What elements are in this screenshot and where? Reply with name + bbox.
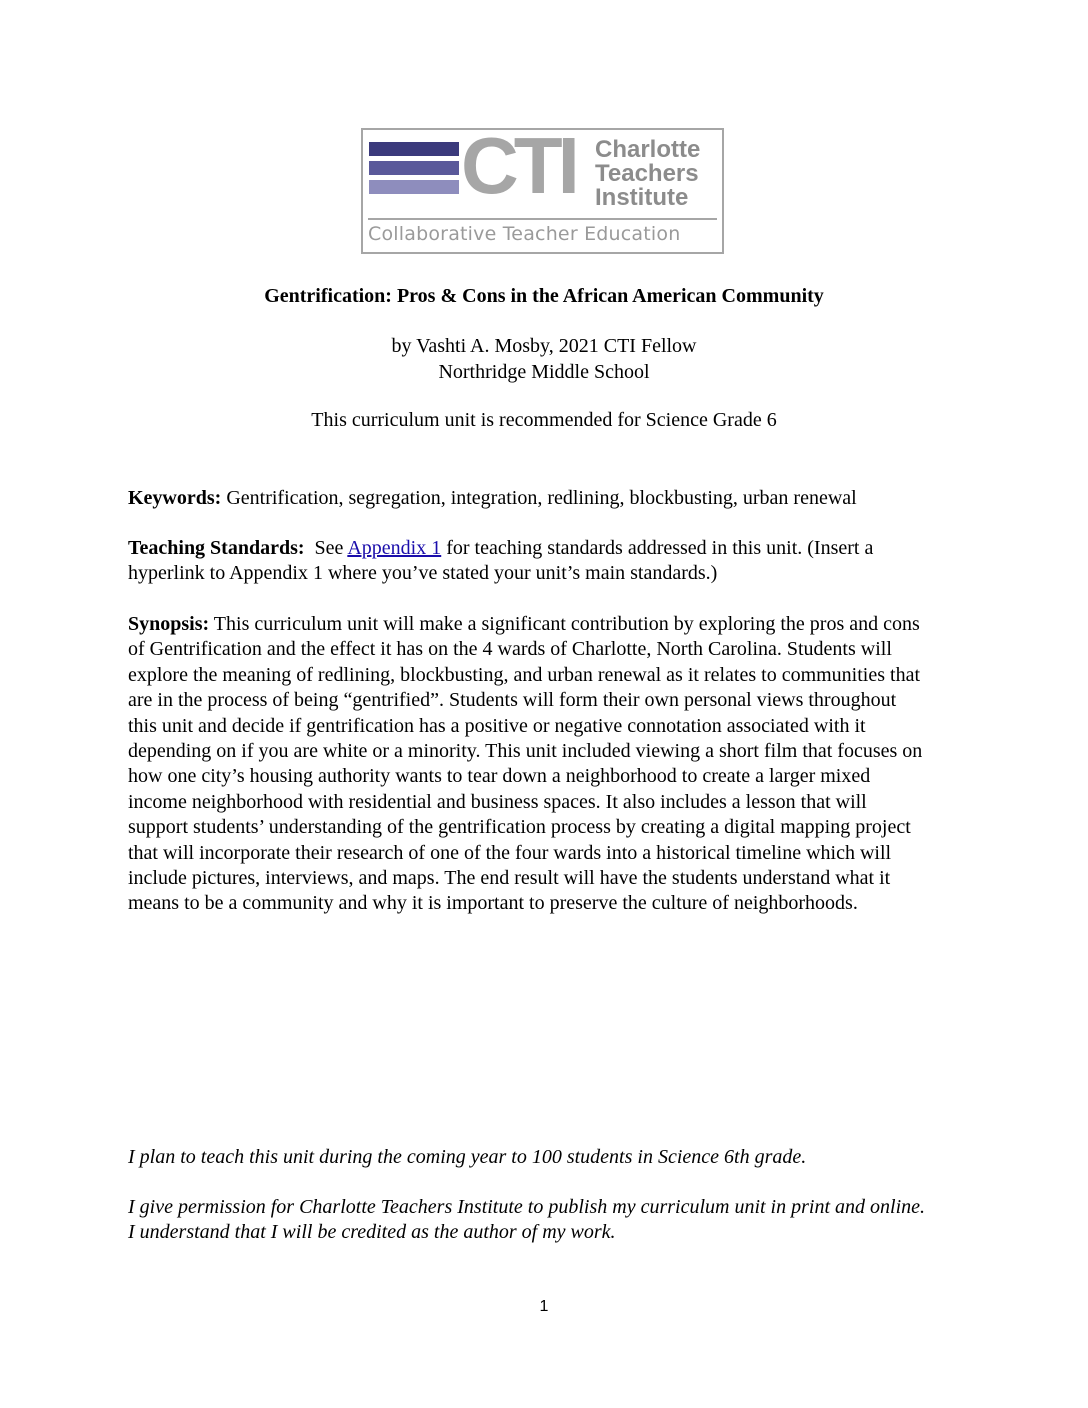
logo-bar-dark — [369, 142, 459, 156]
plan-statement: I plan to teach this unit during the coming year to 100 students in Science 6th grade. — [128, 1146, 807, 1168]
teaching-standards-label: Teaching Standards: — [128, 537, 305, 559]
teaching-standards-post: for teaching standards addressed in this unit. (Insert a hyperlink to Appendix 1 where you’ve stated your unit’s main standards.) — [128, 537, 874, 585]
keywords-label: Keywords: — [128, 487, 222, 509]
document-title: Gentrification: Pros & Cons in the African American Community — [264, 285, 824, 307]
logo-bar-mid — [369, 161, 459, 175]
logo-name-line-1: Charlotte — [595, 136, 701, 163]
logo-name-line-3: Institute — [595, 184, 689, 211]
keywords-text: Gentrification, segregation, integration, redlining, blockbusting, urban renewal — [221, 487, 857, 509]
teaching-standards-pre: See — [304, 537, 348, 559]
synopsis-paragraph — [128, 612, 928, 917]
appendix-1-link[interactable]: Appendix 1 — [347, 537, 442, 559]
teaching-standards-paragraph — [128, 536, 928, 587]
logo-bar-light — [369, 180, 459, 194]
logo-bars — [369, 142, 459, 199]
page-number: 1 — [539, 1298, 549, 1315]
synopsis-text: This curriculum unit will make a significant contribution by exploring the pros and cons of Gentrification and the effect it has on the 4 wards of Charlotte, North Carolina. Students will explore the meaning of redlining, blockbusting, and urban renewal as it relates to communities that are in the process of being “gentrified”. Students will form their own personal views throughout this unit and decide if gentrification has a positive or negative connotation associated with it depending on if you are white or a minority. This unit included viewing a short film that focuses on how one city’s housing authority wants to tear down a neighborhood to create a larger mixed income neighborhood with residential and business spaces. It also includes a lesson that will support students’ understanding of the gentrification process by creating a digital mapping project that will incorporate their research of one of the four wards into a historical timeline which will include pictures, interviews, and maps. The end result will have the students understand what it means to be a community and why it is important to preserve the culture of neighborhoods. — [128, 613, 923, 915]
logo-mark: CTI — [461, 121, 575, 210]
author-block — [0, 333, 1088, 385]
grade-recommendation: This curriculum unit is recommended for Science Grade 6 — [311, 409, 777, 431]
author-line: by Vashti A. Mosby, 2021 CTI Fellow — [391, 335, 697, 357]
logo-name — [595, 138, 700, 210]
synopsis-label: Synopsis: — [128, 613, 210, 635]
logo-tagline: Collaborative Teacher Education — [368, 218, 717, 245]
permission-statement: I give permission for Charlotte Teachers Institute to publish my curriculum unit in print and online. I understand that I will be credited as the author of my work. — [128, 1196, 926, 1244]
keywords-paragraph — [128, 486, 928, 511]
logo-name-line-2: Teachers — [595, 160, 699, 187]
cti-logo — [361, 121, 724, 254]
school-name: Northridge Middle School — [438, 361, 650, 383]
